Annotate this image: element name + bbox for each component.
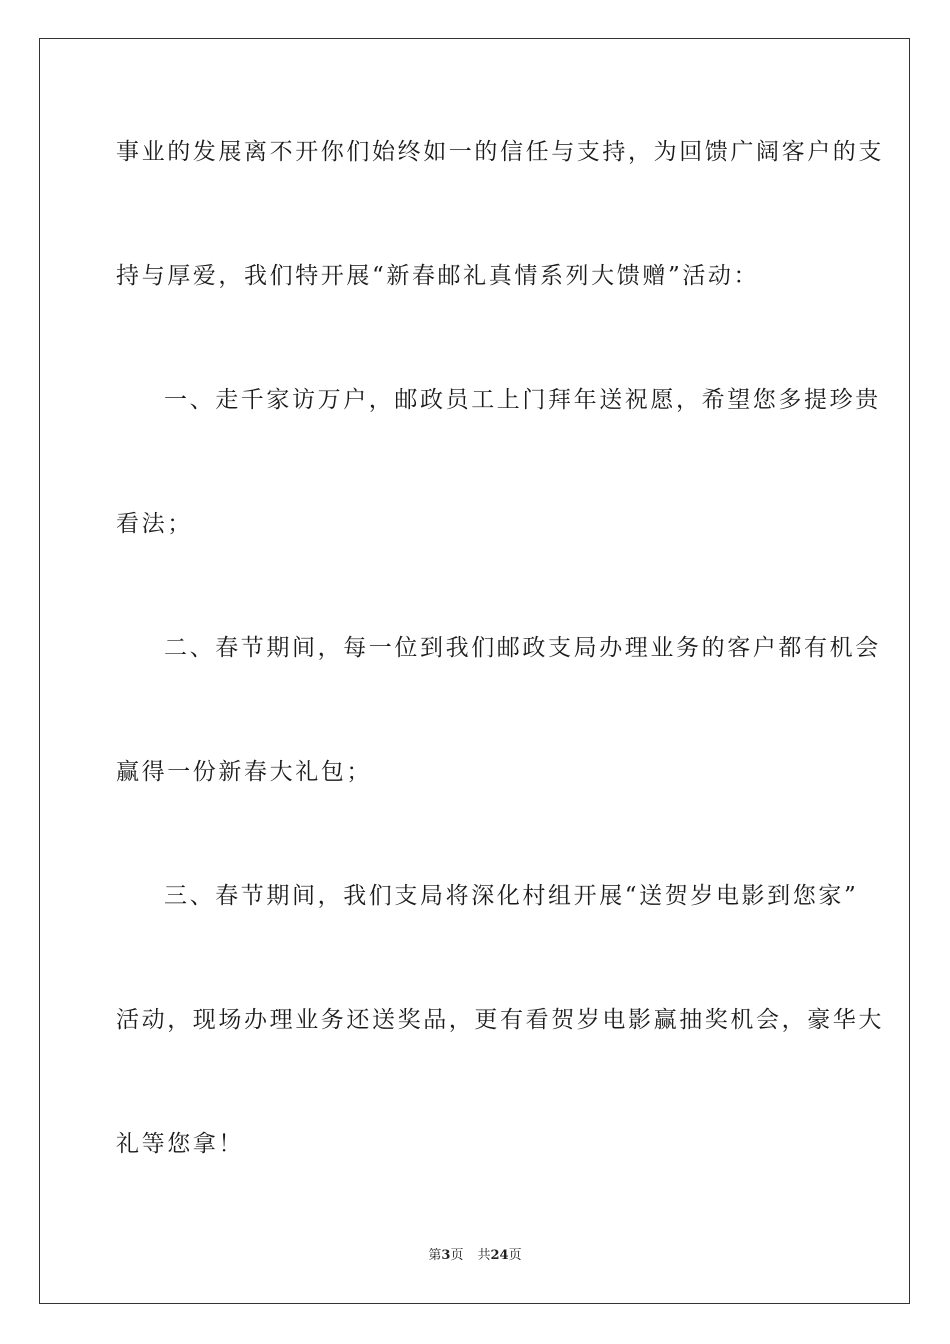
total-prefix: 共 (477, 1248, 491, 1263)
page-prefix: 第 (428, 1248, 442, 1263)
list-item-2-line: 赢得一份新春大礼包； (116, 759, 372, 785)
total-pages-number: 24 (490, 1248, 509, 1263)
total-suffix: 页 (508, 1248, 522, 1263)
current-page-number: 3 (441, 1248, 451, 1263)
list-item-3-line: 活动，现场办理业务还送奖品，更有看贺岁电影赢抽奖机会，豪华大 (116, 1007, 884, 1033)
page-footer (0, 1247, 950, 1265)
page-suffix: 页 (450, 1248, 464, 1263)
list-item-3-line: 礼等您拿！ (116, 1131, 244, 1157)
page-frame (39, 38, 910, 1304)
paragraph-line: 持与厚爱，我们特开展“新春邮礼真情系列大馈赠”活动： (116, 263, 760, 289)
paragraph-line: 事业的发展离不开你们始终如一的信任与支持，为回馈广阔客户的支 (116, 139, 884, 165)
list-item-3-line: 三、春节期间，我们支局将深化村组开展“送贺岁电影到您家” (164, 883, 859, 909)
list-item-2-line: 二、春节期间，每一位到我们邮政支局办理业务的客户都有机会 (164, 635, 881, 661)
list-item-1-line: 看法； (116, 511, 193, 537)
list-item-1-line: 一、走千家访万户，邮政员工上门拜年送祝愿，希望您多提珍贵 (164, 387, 881, 413)
